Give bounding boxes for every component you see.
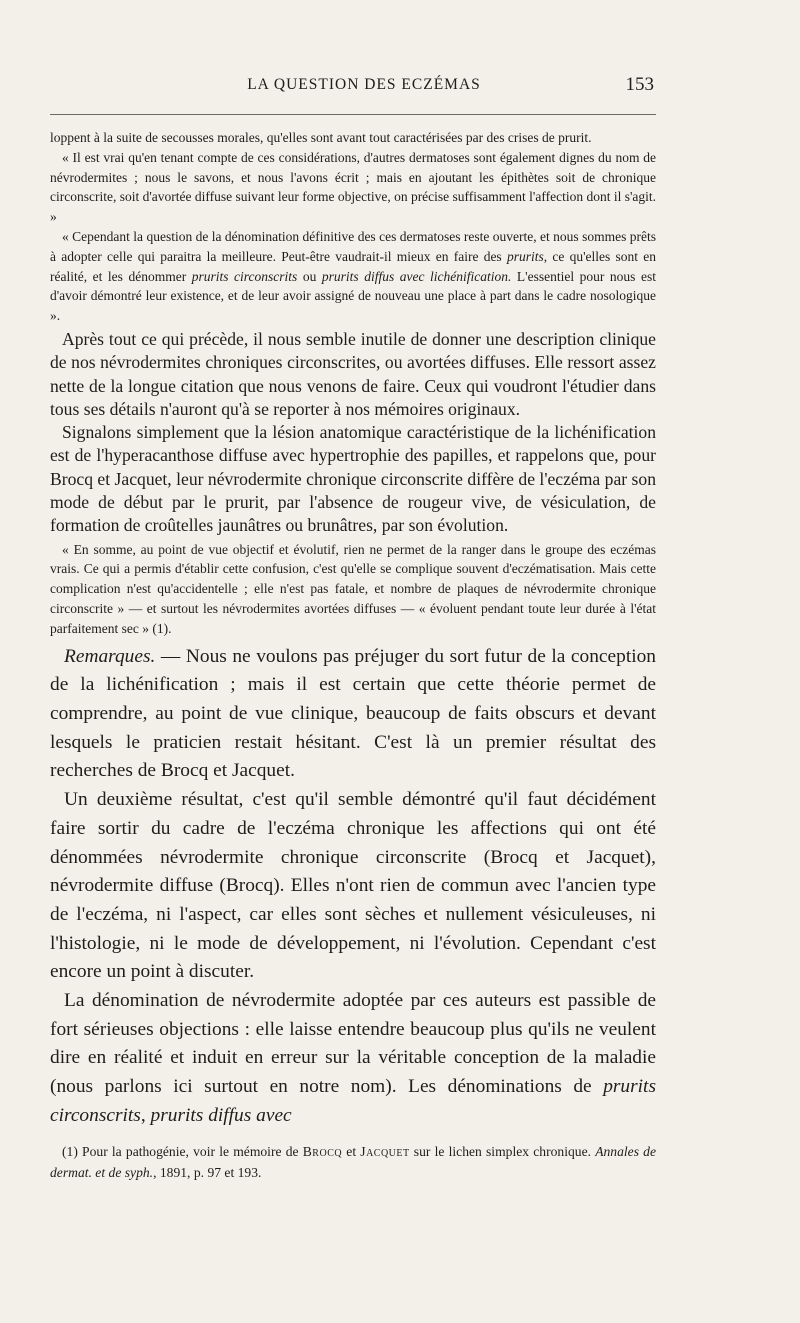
quote-paragraph: « Cependant la question de la dénomination définitive des ces dermatoses reste ouverte, et nous sommes prêts à adopter celle qui paraitra la meilleure. Peut-être vaudrait-il mieux en faire des prurits, ce qu'elles sont en réalité, et les dénommer prurits circonscrits ou prurits diffus avec lichénification. L'essentiel pour nous est d'avoir démontré leur existence, et de leur avoir assigné de nouveau une place à part dans le cadre nosologique ». bbox=[50, 228, 656, 324]
paragraph: Remarques. — Nous ne voulons pas préjuger du sort futur de la conception de la lichénification ; mais il est certain que cette théorie permet de comprendre, au point de vue clinique, beaucoup de faits obscurs et devant lesquels le praticien restait hésitant. C'est là un premier résultat des recherches de Brocq et Jacquet. bbox=[50, 645, 656, 782]
quote-paragraph: « Il est vrai qu'en tenant compte de ces considérations, d'autres dermatoses sont également dignes du nom de névrodermites ; nous le savons, et nous l'avons écrit ; mais en ajoutant les épithètes soit de chronique circonscrite, soit d'avortée diffuse suivant leur forme objective, on précise suffisamment l'affection dont il s'agit. » bbox=[50, 149, 656, 225]
footnotes bbox=[50, 1141, 656, 1183]
quote-paragraph: « En somme, au point de vue objectif et évolutif, rien ne permet de la ranger dans le groupe des eczémas vrais. Ce qui a permis d'établir cette confusion, c'est qu'elle se complique souvent d'eczématisation. Mais cette complication n'est qu'accidentelle ; elle n'est pas fatale, et nombre de plaques de névrodermite chronique circonscrite » — et surtout les névrodermites avortées diffuses — « évoluent pendant toute leur durée à l'état parfaitement sec » (1). bbox=[50, 541, 656, 636]
running-title: LA QUESTION DES ECZÉMAS bbox=[247, 76, 481, 93]
paragraph-continuation: loppent à la suite de secousses morales, qu'elles sont avant tout caractérisées par des crises de prurit. bbox=[50, 130, 592, 145]
paragraph: Après tout ce qui précède, il nous semble inutile de donner une description clinique de nos névrodermites chroniques circonscrites, ou avortées diffuses. Elle ressort assez nette de la longue citation que nous venons de faire. Ceux qui voudront l'étudier dans tous ses détails n'auront qu'à se reporter à nos mémoires originaux. bbox=[50, 328, 656, 419]
remarks-label: Remarques. bbox=[64, 645, 156, 667]
header-rule bbox=[50, 114, 656, 115]
paragraph: La dénomination de névrodermite adoptée par ces auteurs est passible de fort sérieuses objections : elle laisse entendre beaucoup plus qu'ils ne veulent dire en réalité et induit en erreur sur la véritable conception de la maladie (nous parlons ici surtout en notre nom). Les dénominations de prurits circonscrits, prurits diffus avec bbox=[50, 990, 656, 1126]
text-column bbox=[50, 128, 656, 1183]
page-header bbox=[74, 76, 654, 100]
paragraph: Un deuxième résultat, c'est qu'il semble démontré qu'il faut décidément faire sortir du cadre de l'eczéma chronique les affections qui ont été dénommées névrodermite chronique circonscrite (Brocq et Jacquet), névrodermite diffuse (Brocq). Elles n'ont rien de commun avec l'ancien type de l'eczéma, ni l'aspect, car elles sont sèches et nullement vésiculeuses, ni l'histologie, ni le mode de développement, ni l'évolution. Cependant c'est encore un point à discuter. bbox=[50, 789, 656, 983]
footnote: (1) Pour la pathogénie, voir le mémoire de Brocq et Jacquet sur le lichen simplex chronique. Annales de dermat. et de syph., 1891, p. 97 et 193. bbox=[50, 1143, 656, 1180]
paragraph: Signalons simplement que la lésion anatomique caractéristique de la lichénification est de l'hyperacanthose diffuse avec hypertrophie des papilles, et rappelons que, pour Brocq et Jacquet, leur névrodermite chronique circonscrite diffère de l'eczéma par son mode de début par le prurit, par l'absence de rougeur vive, de vésiculation, de formation de croûtelles jaunâtres ou brunâtres, par son évolution. bbox=[50, 422, 656, 536]
page-number: 153 bbox=[625, 74, 654, 95]
